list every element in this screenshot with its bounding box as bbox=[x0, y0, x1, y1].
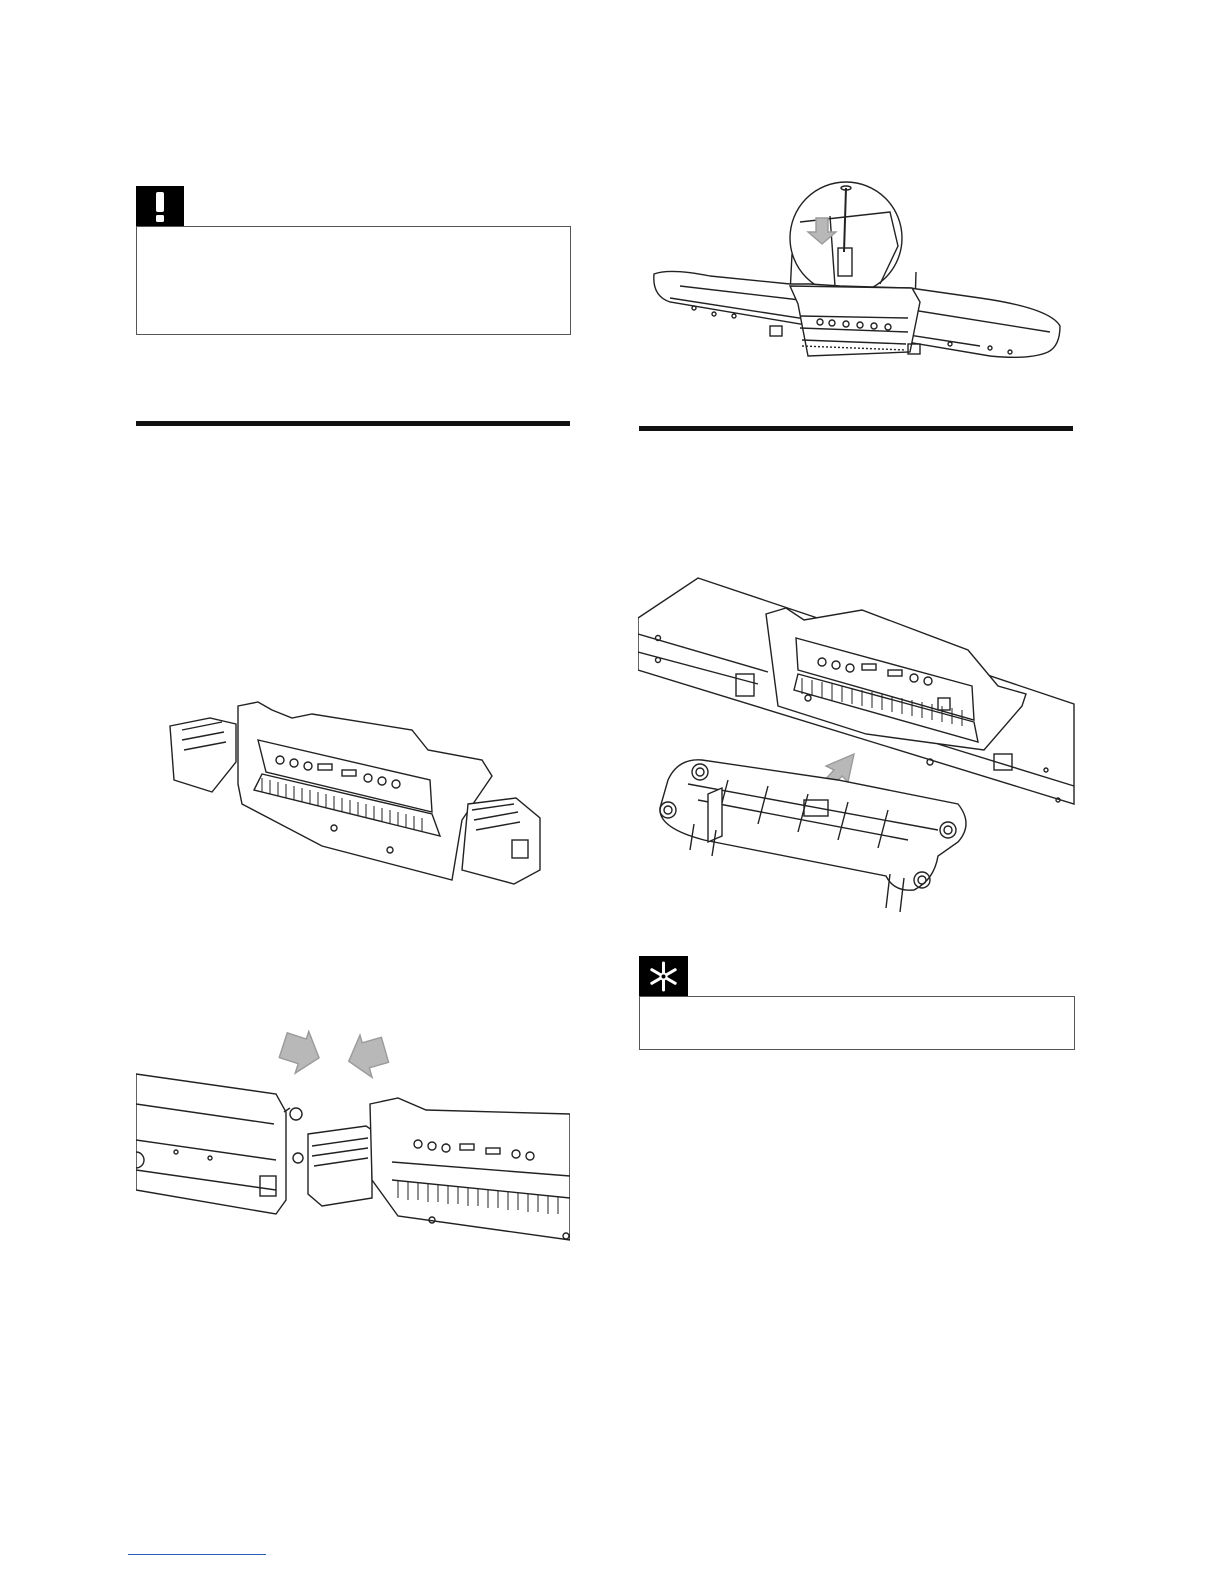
section-divider-right bbox=[639, 426, 1073, 431]
exclamation-icon bbox=[136, 186, 184, 226]
footer-link-underline[interactable] bbox=[128, 1554, 266, 1555]
attach-bracket-illustration bbox=[638, 574, 1078, 914]
center-module-illustration bbox=[162, 700, 548, 890]
tip-tab bbox=[639, 956, 688, 997]
asterisk-tip-icon bbox=[639, 956, 688, 997]
soundbar-screw-illustration bbox=[650, 176, 1070, 388]
join-speaker-halves-illustration bbox=[136, 1030, 570, 1250]
caution-note-box bbox=[136, 226, 571, 335]
tip-note-box bbox=[639, 996, 1075, 1050]
caution-tab bbox=[136, 186, 184, 226]
section-divider-left bbox=[136, 421, 570, 426]
